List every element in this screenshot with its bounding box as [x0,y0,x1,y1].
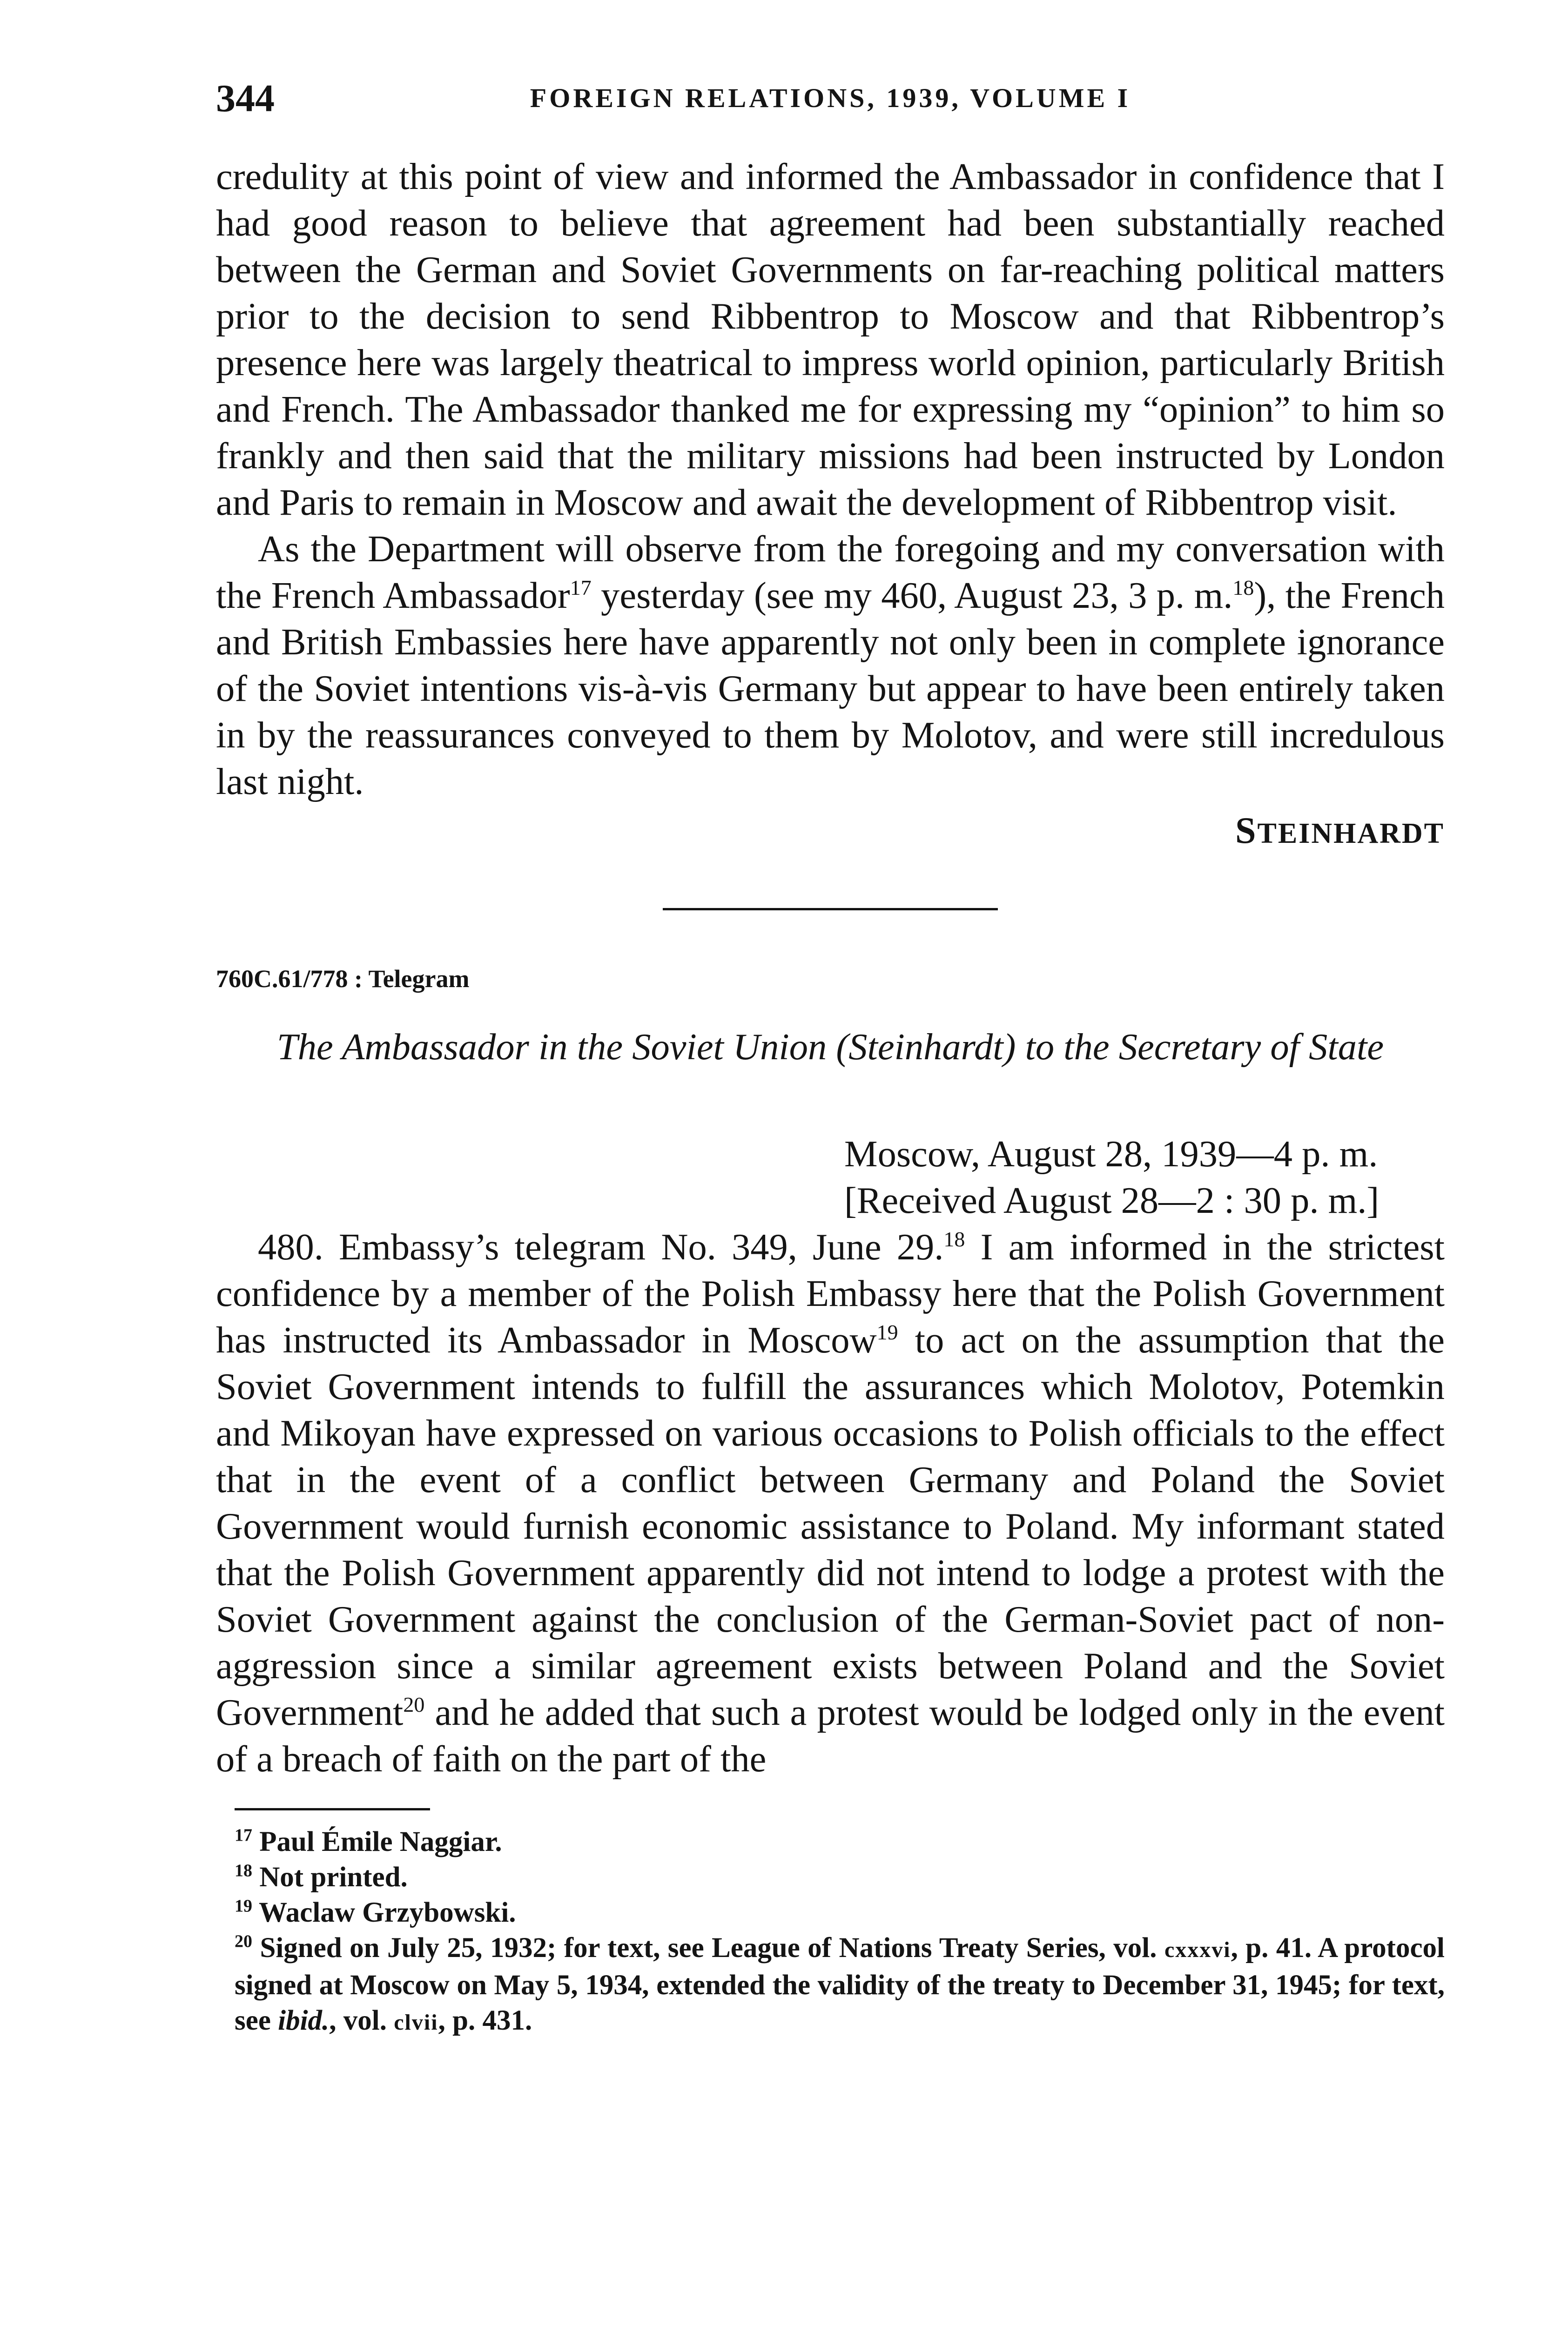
footnote-marker: 17 [570,576,592,600]
footnote-divider [235,1808,430,1810]
running-title: FOREIGN RELATIONS, 1939, VOLUME I [530,83,1131,113]
ibid-reference: ibid. [278,2005,330,2036]
footnote [216,1930,1445,2040]
footnote-number: 19 [235,1896,252,1916]
dateline-received: [Received August 28—2 : 30 p. m.] [844,1180,1380,1221]
footnote-text: Not printed. [259,1862,408,1893]
footnote-marker: 20 [403,1693,425,1717]
signature-initial: S [1235,810,1258,851]
footnote-number: 18 [235,1861,252,1881]
footnote [216,1824,1445,1860]
roman-volume: clvii [394,2010,438,2035]
footnote [216,1860,1445,1895]
paragraph-text: I am informed in the strictest confidence by a member of the Polish Embassy here that the Polish Government has instructed its Ambassador in Moscow [216,1226,1445,1361]
footnote [216,1895,1445,1930]
paragraph-text: 480. Embassy’s telegram No. 349, June 29. [258,1226,944,1268]
section-divider [663,908,998,910]
footnote-number: 17 [235,1825,252,1845]
telegram-body [216,1224,1445,1782]
paragraph-text: ), the French and British Embassies here have apparently not only been in complete ignorance of the Soviet intentions vis-à-vis Germany but appear to have been entirely taken in by the reassurances conveyed to them by Molotov, and were still incredulous last night. [216,575,1445,802]
footnote-text: , p. 431. [438,2005,532,2036]
dateline [844,1131,1445,1224]
footnote-text: Signed on July 25, 1932; for text, see League of Nations Treaty Series, vol. [260,1932,1164,1964]
paragraph [216,526,1445,805]
footnote-marker: 18 [943,1227,965,1251]
paragraph: credulity at this point of view and informed the Ambassador in confidence that I had good reason to believe that agreement had been substantially reached between the German and Soviet Governments on far-reaching political matters prior to the decision to send Ribbentrop to Moscow and that Ribbentrop’s presence here was largely theatrical to impress world opinion, particularly British and French. The Ambassador thanked me for expressing my “opinion” to him so frankly and then said that the military missions had been instructed by London and Paris to remain in Moscow and await the development of Ribbentrop visit. [216,156,1445,523]
continued-text [216,154,1445,805]
document-page [216,74,1445,2040]
paragraph-text: yesterday (see my 460, August 23, 3 p. m. [591,575,1233,616]
signature-rest: TEINHARDT [1257,818,1445,849]
running-head [216,74,1445,126]
paragraph-text: and he added that such a protest would be lodged only in the event of a breach of faith on the part of the [216,1692,1445,1780]
footnote-text: , p. 41. A protocol signed at Moscow on May 5, 1934, extended the validity of the treaty to December 31, 1945; for text, see [235,1932,1445,2036]
footnote-number: 20 [235,1931,252,1951]
paragraph [216,1224,1445,1782]
footnote-text: Waclaw Grzybowski. [259,1897,516,1928]
document-title: The Ambassador in the Soviet Union (Steinhardt) to the Secretary of State [276,1026,1384,1068]
paragraph-text: to act on the assumption that the Soviet Government intends to fulfill the assurances which Molotov, Potemkin and Mikoyan have expressed on various occasions to Polish officials to the effect that in the event of a conflict between Germany and Poland the Soviet Government would furnish economic assistance to Poland. My informant stated that the Polish Government apparently did not intend to lodge a protest with the Soviet Government against the conclusion of the German-Soviet pact of non-aggression since a similar agreement exists between Poland and the Soviet Government [216,1319,1445,1733]
file-reference: 760C.61/778 : Telegram [216,965,470,993]
paragraph-text: As the Department will observe from the foregoing and my conversation with the French Ambassador [216,528,1445,616]
footnote-text: Paul Émile Naggiar. [259,1826,502,1857]
footnote-marker: 18 [1232,576,1254,600]
page-number: 344 [216,77,275,120]
footnote-marker: 19 [876,1320,898,1345]
signature [216,810,1445,852]
footnotes [216,1824,1445,2040]
roman-volume: cxxxvi [1164,1937,1231,1962]
footnote-text: , vol. [329,2005,394,2036]
dateline-sent: Moscow, August 28, 1939—4 p. m. [844,1133,1378,1175]
